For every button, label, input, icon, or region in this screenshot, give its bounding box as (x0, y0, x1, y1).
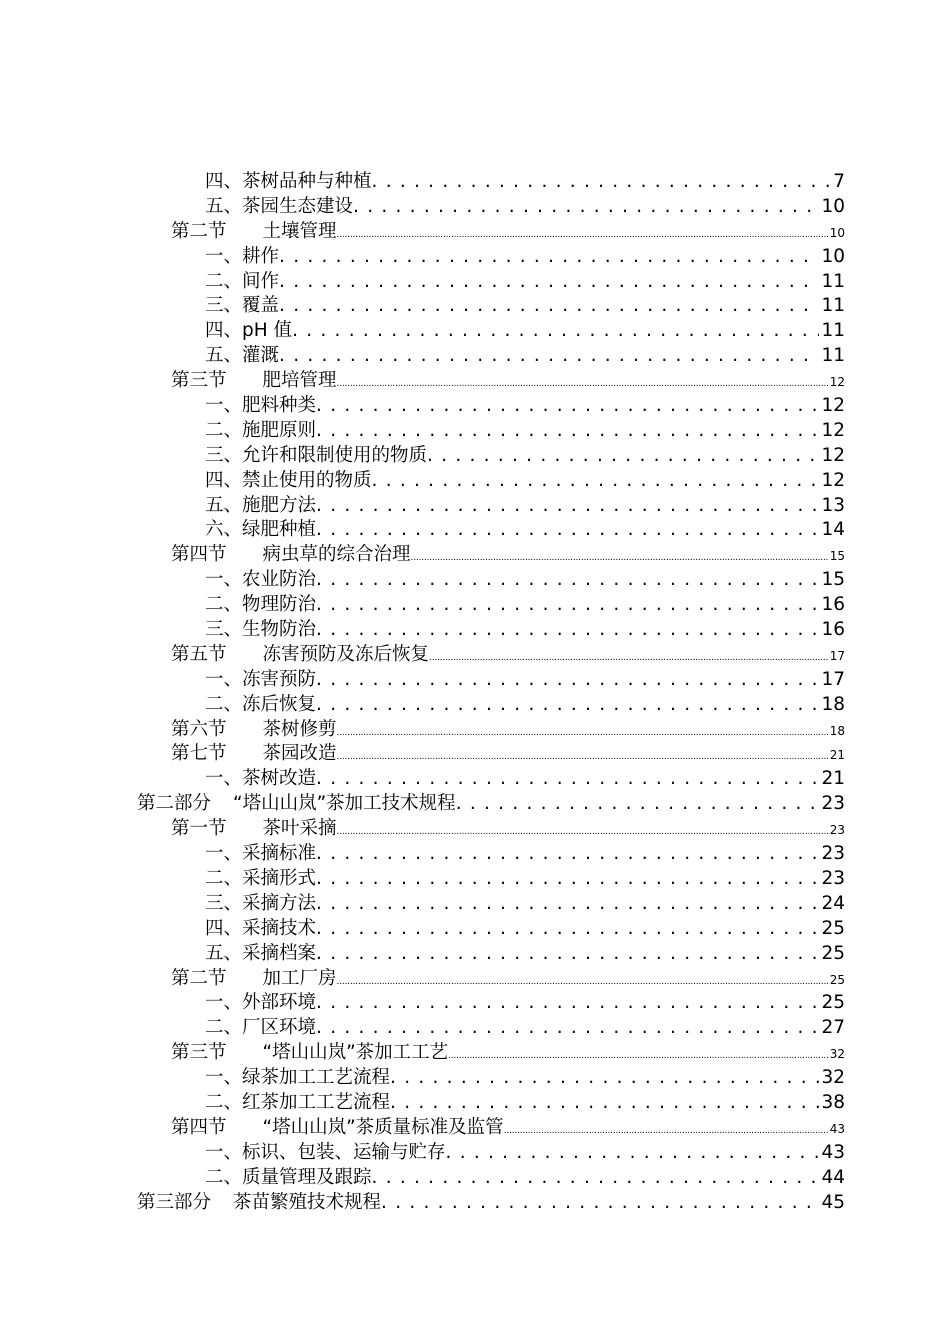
toc-entry-number: 一、 (205, 668, 243, 690)
dot-leader (337, 369, 828, 394)
dot-leader (292, 319, 819, 344)
toc-entry[interactable] (205, 518, 845, 543)
toc-entry-title: 覆盖 (242, 295, 280, 317)
toc-entry-page-number: 21 (829, 748, 845, 763)
toc-entry-number: 第三部分 (137, 1191, 212, 1213)
toc-entry-page-number: 7 (833, 171, 845, 192)
toc-entry-title: 采摘方法 (242, 892, 317, 914)
toc-entry-page-number: 23 (821, 793, 845, 815)
toc-entry-number: 六、 (205, 519, 243, 541)
toc-entry[interactable] (205, 270, 845, 295)
dot-leader (279, 344, 819, 369)
toc-entry-number: 一、 (205, 1067, 243, 1089)
toc-entry[interactable] (205, 693, 845, 718)
toc-entry-number: 二、 (205, 693, 243, 715)
toc-entry-number: 一、 (205, 569, 243, 591)
toc-entry-title: 标识、包装、运输与贮存 (242, 1141, 446, 1163)
toc-entry-title: 耕作 (242, 245, 280, 267)
dot-leader (316, 593, 819, 618)
toc-entry[interactable] (171, 369, 845, 394)
toc-entry-title: 茶园生态建设 (242, 195, 354, 217)
toc-entry[interactable] (205, 294, 845, 319)
toc-entry-title: 冻后恢复 (242, 693, 317, 715)
toc-entry-page-number: 12 (821, 469, 845, 491)
toc-entry-number: 二、 (205, 1091, 243, 1113)
toc-entry-number: 第一节 (171, 818, 227, 840)
toc-entry-number: 第二节 (171, 967, 227, 989)
toc-entry[interactable] (205, 170, 845, 195)
toc-entry-page-number: 15 (829, 549, 845, 564)
toc-entry[interactable] (205, 1091, 845, 1116)
toc-entry-title: 采摘形式 (242, 867, 317, 889)
dot-leader (316, 494, 819, 519)
toc-entry-number: 二、 (205, 419, 243, 441)
dot-leader (316, 618, 819, 643)
dot-leader (279, 245, 819, 270)
toc-entry-page-number: 11 (821, 270, 845, 292)
toc-entry-page-number: 12 (821, 444, 845, 466)
dot-leader (448, 1041, 828, 1066)
toc-entry[interactable] (205, 469, 845, 494)
toc-entry-number: 二、 (205, 594, 243, 616)
toc-entry-title: 肥培管理 (262, 370, 337, 392)
dot-leader (456, 792, 820, 817)
toc-entry-page-number: 45 (821, 1191, 845, 1213)
toc-entry-number: 三、 (205, 619, 243, 641)
toc-entry-page-number: 12 (821, 395, 845, 417)
toc-entry[interactable] (205, 245, 845, 270)
toc-entry-number: 第二节 (171, 220, 227, 242)
toc-entry[interactable] (205, 668, 845, 693)
toc-entry-number: 第四节 (171, 1116, 227, 1138)
toc-entry-number: 第三节 (171, 370, 227, 392)
toc-entry-page-number: 16 (821, 619, 845, 641)
toc-entry-title: 土壤管理 (262, 220, 337, 242)
toc-entry-number: 第二部分 (137, 793, 212, 815)
toc-entry[interactable] (205, 917, 845, 942)
toc-entry-number: 第三节 (171, 1042, 227, 1064)
toc-entry-page-number: 10 (829, 225, 845, 240)
toc-entry-title: 冻害预防 (242, 668, 317, 690)
toc-entry-page-number: 12 (821, 419, 845, 441)
dot-leader (316, 419, 819, 444)
toc-entry-page-number: 18 (829, 723, 845, 738)
toc-entry-number: 四、 (205, 320, 243, 342)
toc-entry-number: 四、 (205, 469, 243, 491)
toc-entry-number: 一、 (205, 395, 243, 417)
toc-entry-number: 一、 (205, 245, 243, 267)
toc-entry-number: 二、 (205, 1166, 243, 1188)
toc-entry-title: 茶苗繁殖技术规程 (233, 1191, 382, 1213)
dot-leader (316, 693, 819, 718)
toc-entry-title: 生物防治 (242, 619, 317, 641)
toc-entry[interactable] (137, 1191, 845, 1216)
toc-entry-number: 一、 (205, 768, 243, 790)
toc-entry-title: “塔山山岚”茶加工工艺 (262, 1042, 449, 1064)
toc-entry-number: 五、 (205, 942, 243, 964)
dot-leader (337, 742, 828, 767)
dot-leader (390, 1066, 819, 1091)
toc-entry[interactable] (205, 618, 845, 643)
toc-entry-page-number: 32 (821, 1067, 845, 1089)
toc-entry[interactable] (171, 643, 845, 668)
toc-entry-title: pH 值 (242, 320, 293, 342)
toc-entry-number: 三、 (205, 892, 243, 914)
dot-leader (390, 1091, 819, 1116)
dot-leader (316, 892, 819, 917)
dot-leader (337, 967, 828, 992)
toc-entry-number: 一、 (205, 843, 243, 865)
dot-leader (446, 1141, 820, 1166)
dot-leader (372, 1166, 820, 1191)
dot-leader (381, 1191, 819, 1216)
toc-entry-page-number: 44 (821, 1166, 845, 1188)
toc-entry-page-number: 11 (821, 295, 845, 317)
toc-entry[interactable] (205, 319, 845, 344)
toc-entry-number: 五、 (205, 494, 243, 516)
toc-entry-title: 施肥方法 (242, 494, 317, 516)
toc-entry-page-number: 15 (821, 569, 845, 591)
toc-entry[interactable] (205, 494, 845, 519)
toc-entry-title: 质量管理及跟踪 (242, 1166, 372, 1188)
toc-entry[interactable] (205, 593, 845, 618)
toc-entry-page-number: 10 (821, 245, 845, 267)
toc-entry-page-number: 32 (829, 1047, 845, 1062)
toc-entry-page-number: 27 (821, 1017, 845, 1039)
toc-entry-number: 第四节 (171, 544, 227, 566)
toc-entry-title: 间作 (242, 270, 280, 292)
dot-leader (372, 469, 820, 494)
toc-entry-number: 一、 (205, 1141, 243, 1163)
toc-entry[interactable] (205, 842, 845, 867)
toc-entry-page-number: 24 (821, 892, 845, 914)
toc-entry[interactable] (205, 444, 845, 469)
toc-entry-title: 采摘标准 (242, 843, 317, 865)
toc-entry[interactable] (205, 892, 845, 917)
toc-entry-page-number: 21 (821, 768, 845, 790)
toc-entry[interactable] (171, 1116, 845, 1141)
toc-entry-title: 茶树修剪 (262, 718, 337, 740)
toc-entry-page-number: 12 (829, 375, 845, 390)
toc-entry[interactable] (205, 767, 845, 792)
toc-entry[interactable] (205, 867, 845, 892)
toc-entry-title: 禁止使用的物质 (242, 469, 372, 491)
toc-entry-page-number: 17 (829, 648, 845, 663)
toc-entry-title: 茶树品种与种植 (242, 171, 372, 192)
table-of-contents (0, 170, 950, 1215)
dot-leader (504, 1116, 828, 1141)
toc-entry[interactable] (205, 195, 845, 220)
toc-entry-number: 四、 (205, 917, 243, 939)
toc-entry-page-number: 25 (821, 992, 845, 1014)
toc-entry-page-number: 25 (821, 917, 845, 939)
toc-entry-title: 茶叶采摘 (262, 818, 337, 840)
dot-leader (353, 195, 819, 220)
dot-leader (316, 668, 819, 693)
toc-entry-number: 四、 (205, 171, 243, 192)
dot-leader (316, 1016, 819, 1041)
dot-leader (316, 568, 819, 593)
toc-entry[interactable] (171, 742, 845, 767)
toc-entry[interactable] (171, 543, 845, 568)
dot-leader (337, 220, 828, 245)
toc-entry[interactable] (205, 1066, 845, 1091)
dot-leader (316, 917, 819, 942)
toc-entry-title: 茶园改造 (262, 743, 337, 765)
toc-entry-page-number: 10 (821, 195, 845, 217)
toc-entry[interactable] (171, 967, 845, 992)
toc-entry[interactable] (205, 942, 845, 967)
toc-entry-page-number: 25 (821, 942, 845, 964)
toc-entry-title: 灌溉 (242, 345, 280, 367)
toc-entry-number: 第六节 (171, 718, 227, 740)
toc-entry-title: 施肥原则 (242, 419, 317, 441)
toc-entry[interactable] (205, 344, 845, 369)
toc-entry[interactable] (205, 991, 845, 1016)
dot-leader (316, 842, 819, 867)
dot-leader (316, 394, 819, 419)
toc-entry[interactable] (137, 792, 845, 817)
toc-entry[interactable] (171, 1041, 845, 1066)
toc-entry-number: 一、 (205, 992, 243, 1014)
toc-entry[interactable] (205, 394, 845, 419)
dot-leader (279, 270, 819, 295)
toc-entry[interactable] (171, 817, 845, 842)
dot-leader (427, 444, 819, 469)
toc-entry-page-number: 16 (821, 594, 845, 616)
toc-entry-title: 采摘档案 (242, 942, 317, 964)
toc-entry-page-number: 38 (821, 1091, 845, 1113)
toc-entry-title: 物理防治 (242, 594, 317, 616)
toc-entry-page-number: 11 (821, 345, 845, 367)
toc-entry[interactable] (205, 1016, 845, 1041)
toc-entry[interactable] (171, 718, 845, 743)
toc-entry-page-number: 43 (821, 1141, 845, 1163)
toc-entry-page-number: 23 (821, 843, 845, 865)
toc-entry-number: 第五节 (171, 643, 227, 665)
toc-entry-number: 二、 (205, 270, 243, 292)
toc-entry[interactable] (171, 220, 845, 245)
toc-entry[interactable] (205, 568, 845, 593)
toc-entry-title: 允许和限制使用的物质 (242, 444, 428, 466)
toc-entry-title: 采摘技术 (242, 917, 317, 939)
toc-entry-title: “塔山山岚”茶质量标准及监管 (262, 1116, 504, 1138)
toc-entry-number: 三、 (205, 444, 243, 466)
toc-entry-page-number: 14 (821, 519, 845, 541)
toc-entry-title: “塔山山岚”茶加工技术规程 (233, 793, 456, 815)
toc-entry-page-number: 11 (821, 320, 845, 342)
dot-leader (372, 170, 832, 195)
toc-entry-page-number: 18 (821, 693, 845, 715)
dot-leader (316, 767, 819, 792)
dot-leader (279, 294, 819, 319)
dot-leader (316, 867, 819, 892)
toc-entry-title: 病虫草的综合治理 (262, 544, 411, 566)
toc-entry-page-number: 23 (821, 867, 845, 889)
toc-entry-title: 肥料种类 (242, 395, 317, 417)
toc-entry-title: 加工厂房 (262, 967, 337, 989)
toc-entry-page-number: 43 (829, 1121, 845, 1136)
toc-entry-page-number: 13 (821, 494, 845, 516)
toc-entry-title: 茶树改造 (242, 768, 317, 790)
toc-entry-title: 外部环境 (242, 992, 317, 1014)
toc-entry-page-number: 17 (821, 668, 845, 690)
dot-leader (337, 817, 828, 842)
toc-entry-number: 二、 (205, 867, 243, 889)
toc-entry-number: 五、 (205, 345, 243, 367)
toc-entry-title: 农业防治 (242, 569, 317, 591)
toc-entry-title: 绿茶加工工艺流程 (242, 1067, 391, 1089)
dot-leader (411, 543, 828, 568)
toc-entry-page-number: 25 (829, 972, 845, 987)
dot-leader (316, 518, 819, 543)
toc-entry-number: 第七节 (171, 743, 227, 765)
toc-entry[interactable] (205, 419, 845, 444)
toc-entry-number: 五、 (205, 195, 243, 217)
dot-leader (429, 643, 828, 668)
toc-entry-title: 冻害预防及冻后恢复 (262, 643, 430, 665)
dot-leader (316, 942, 819, 967)
toc-entry-number: 三、 (205, 295, 243, 317)
toc-entry[interactable] (205, 1141, 845, 1166)
toc-entry[interactable] (205, 1166, 845, 1191)
toc-entry-page-number: 23 (829, 823, 845, 838)
toc-entry-number: 二、 (205, 1017, 243, 1039)
toc-entry-title: 红茶加工工艺流程 (242, 1091, 391, 1113)
toc-entry-title: 绿肥种植 (242, 519, 317, 541)
dot-leader (337, 718, 828, 743)
toc-entry-title: 厂区环境 (242, 1017, 317, 1039)
dot-leader (316, 991, 819, 1016)
